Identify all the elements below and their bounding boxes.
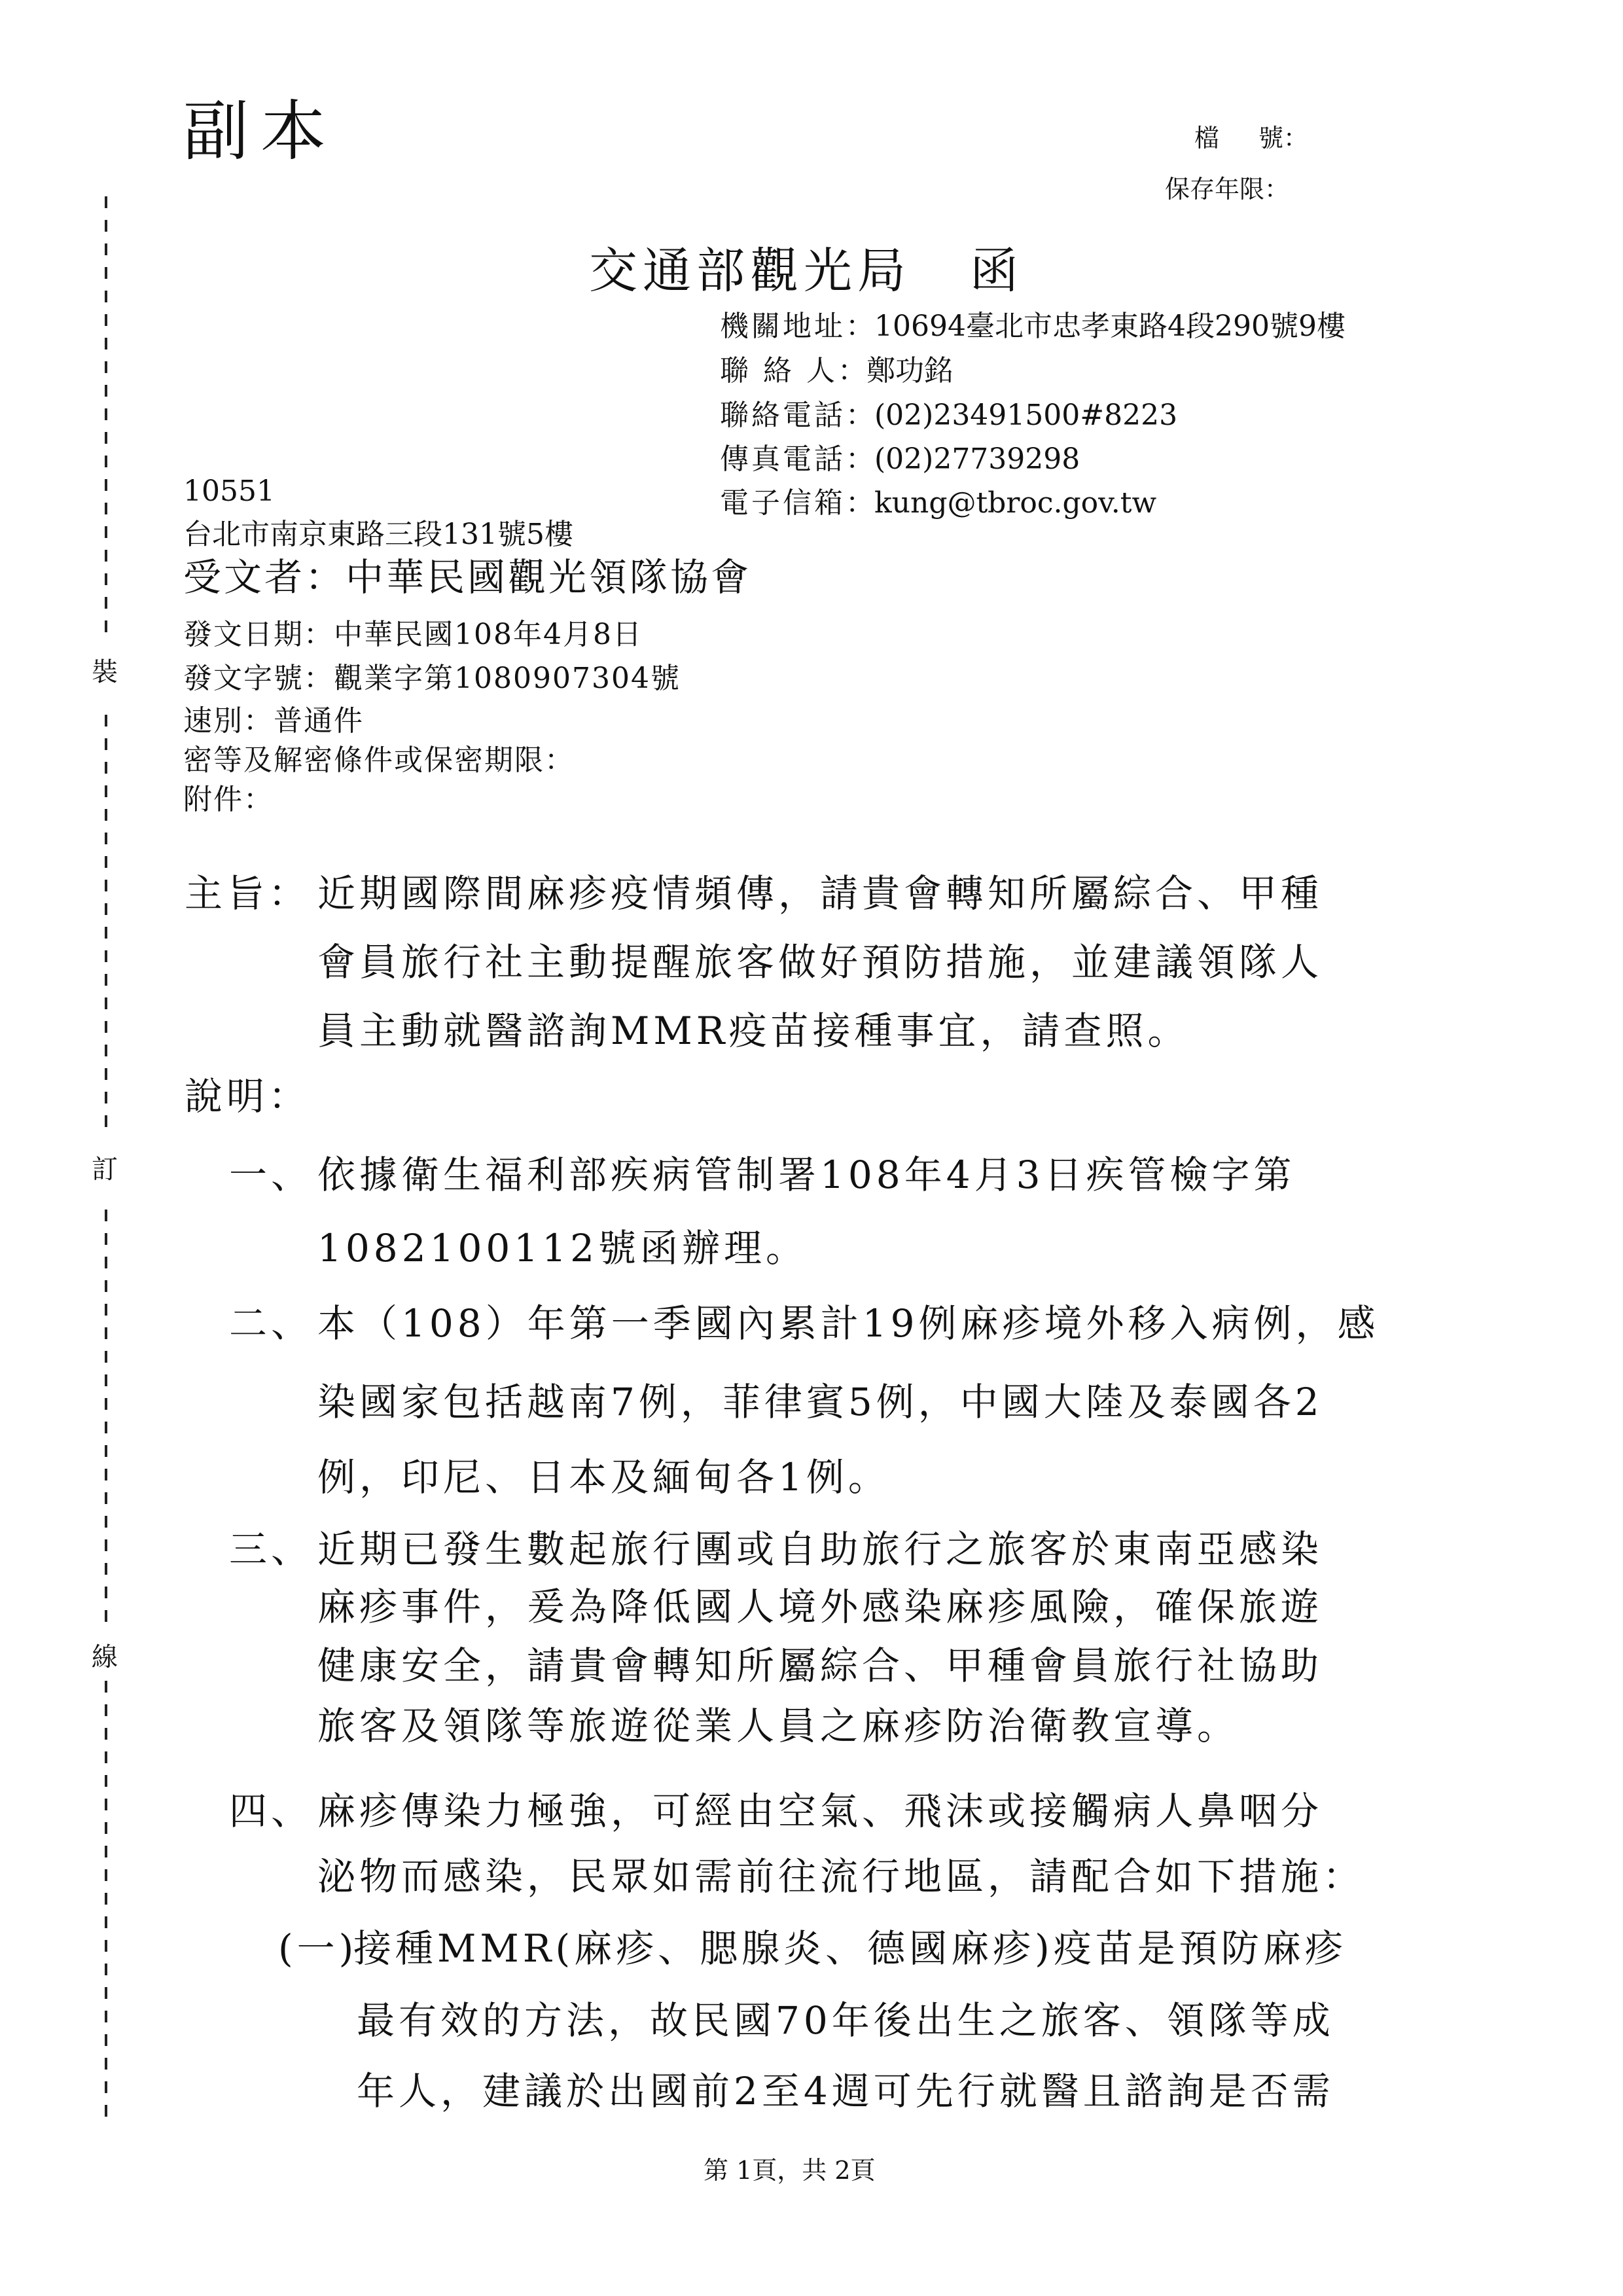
item-line: 本（108）年第一季國內累計19例麻疹境外移入病例，感 — [317, 1301, 1380, 1346]
binding-dash — [105, 408, 107, 420]
binding-dash — [105, 1351, 107, 1363]
item-line: 近期已發生數起旅行團或自助旅行之旅客於東南亞感染 — [317, 1527, 1323, 1571]
binding-dash — [105, 1021, 107, 1033]
binding-char: 線 — [92, 1642, 118, 1672]
binding-dash — [105, 1822, 107, 1834]
binding-dash — [105, 1610, 107, 1622]
binding-dash — [105, 1068, 107, 1080]
binding-dash — [105, 1799, 107, 1810]
binding-dash — [105, 950, 107, 962]
binding-dash — [105, 432, 107, 444]
binding-dash — [105, 1563, 107, 1575]
binding-dash — [105, 291, 107, 302]
binding-dash — [105, 220, 107, 232]
binding-dash — [105, 1751, 107, 1763]
binding-dash — [105, 785, 107, 797]
item-line: 依據衛生福利部疾病管制署108年4月3日疾管檢字第 — [317, 1153, 1296, 1197]
item-line: 泌物而感染，民眾如需前往流行地區，請配合如下措施： — [317, 1854, 1365, 1899]
sub-item-line: 最有效的方法，故民國70年後出生之旅客、領隊等成 — [357, 1998, 1334, 2043]
binding-dash — [105, 2081, 107, 2093]
binding-dash — [105, 762, 107, 774]
item-line: 1082100112號函辦理。 — [317, 1226, 808, 1270]
item-line: 旅客及領隊等旅遊從業人員之麻疹防治衛教宣導。 — [317, 1704, 1240, 1748]
page-number: 第 1頁，共 2頁 — [704, 2156, 876, 2185]
document-title — [589, 232, 1024, 302]
binding-dash — [105, 1775, 107, 1787]
item-number: 一、 — [229, 1153, 313, 1197]
item-line: 例，印尼、日本及緬甸各1例。 — [317, 1455, 890, 1499]
binding-dash — [105, 385, 107, 397]
binding-dash — [105, 1115, 107, 1127]
sub-item-line: 接種MMR(麻疹、腮腺炎、德國麻疹)疫苗是預防麻疹 — [353, 1926, 1347, 1971]
binding-dash — [105, 1987, 107, 1999]
binding-dash — [105, 927, 107, 939]
binding-dash — [105, 1964, 107, 1975]
binding-dash — [105, 1422, 107, 1433]
subject-line: 員主動就醫諮詢MMR疫苗接種事宜，請查照。 — [317, 1009, 1190, 1053]
file-number-label-part1: 檔 — [1194, 124, 1220, 152]
binding-dash — [105, 997, 107, 1009]
item-line: 麻疹事件，爰為降低國人境外感染麻疹風險，確保旅遊 — [317, 1585, 1323, 1629]
binding-dash — [105, 1257, 107, 1268]
binding-dash — [105, 903, 107, 915]
binding-char: 裝 — [92, 657, 118, 687]
binding-dash — [105, 1327, 107, 1339]
binding-dash — [105, 479, 107, 491]
subject-line: 近期國際間麻疹疫情頻傳，請貴會轉知所屬綜合、甲種 — [317, 871, 1323, 916]
explanation-label: 說明： — [185, 1074, 311, 1119]
issue-date: 發文日期：中華民國108年4月8日 — [183, 618, 643, 651]
sub-item-number: (一) — [278, 1926, 358, 1971]
binding-dash — [105, 526, 107, 538]
binding-dash — [105, 267, 107, 279]
binding-dash — [105, 833, 107, 844]
binding-dash — [105, 1374, 107, 1386]
issue-number: 發文字號：觀業字第1080907304號 — [183, 662, 681, 695]
sender-phone-row: 聯絡電話：(02)23491500#8223 — [720, 399, 1178, 432]
binding-dash — [105, 1940, 107, 1952]
recipient-address: 台北市南京東路三段131號5樓 — [183, 518, 573, 551]
binding-dash — [105, 2058, 107, 2070]
confidentiality: 密等及解密條件或保密期限： — [183, 744, 575, 777]
binding-dash — [105, 809, 107, 821]
binding-dash — [105, 1728, 107, 1740]
attachments: 附件： — [183, 783, 274, 816]
binding-dash — [105, 1704, 107, 1716]
item-number: 二、 — [229, 1301, 313, 1346]
sub-item-line: 年人，建議於出國前2至4週可先行就醫且諮詢是否需 — [357, 2069, 1334, 2113]
binding-dash — [105, 573, 107, 585]
file-number-label-part2: 號： — [1258, 124, 1309, 152]
item-line: 健康安全，請貴會轉知所屬綜合、甲種會員旅行社協助 — [317, 1643, 1323, 1688]
binding-dash — [105, 1516, 107, 1528]
binding-dash — [105, 738, 107, 750]
binding-dash — [105, 1469, 107, 1480]
binding-dash — [105, 2034, 107, 2046]
copy-stamp: 副本 — [183, 93, 338, 170]
binding-dash — [105, 361, 107, 373]
binding-dash — [105, 1869, 107, 1881]
retention-period-label: 保存年限： — [1165, 175, 1290, 204]
document-type: 函 — [970, 243, 1024, 299]
binding-dash — [105, 1492, 107, 1504]
item-number: 三、 — [229, 1527, 313, 1571]
binding-dash — [105, 456, 107, 467]
binding-dash — [105, 243, 107, 255]
binding-dash — [105, 1398, 107, 1410]
binding-dash — [105, 1280, 107, 1292]
binding-dash — [105, 1304, 107, 1316]
binding-dash — [105, 1846, 107, 1857]
binding-dash — [105, 620, 107, 632]
binding-dash — [105, 1045, 107, 1056]
binding-dash — [105, 196, 107, 208]
binding-dash — [105, 314, 107, 326]
binding-dash — [105, 715, 107, 726]
item-number: 四、 — [229, 1789, 313, 1833]
binding-dash — [105, 974, 107, 986]
binding-dash — [105, 1587, 107, 1598]
sender-contact-row: 聯 絡 人：鄭功銘 — [720, 354, 953, 387]
sender-email-row: 電子信箱：kung@tbroc.gov.tw — [720, 486, 1157, 520]
subject-label: 主旨： — [185, 871, 311, 916]
binding-dash — [105, 1681, 107, 1693]
binding-char: 訂 — [92, 1155, 118, 1185]
binding-dash — [105, 2105, 107, 2117]
binding-dash — [105, 1210, 107, 1221]
item-line: 麻疹傳染力極強，可經由空氣、飛沫或接觸病人鼻咽分 — [317, 1789, 1323, 1833]
binding-dash — [105, 880, 107, 891]
binding-dash — [105, 1893, 107, 1905]
urgency: 速別：普通件 — [183, 704, 364, 738]
binding-dash — [105, 1233, 107, 1245]
issuing-agency: 交通部觀光局 — [589, 243, 911, 299]
binding-dash — [105, 503, 107, 514]
recipient-zip: 10551 — [183, 475, 275, 508]
binding-dash — [105, 550, 107, 562]
binding-dash — [105, 597, 107, 609]
binding-dash — [105, 2011, 107, 2022]
binding-dash — [105, 338, 107, 350]
sender-fax-row: 傳真電話：(02)27739298 — [720, 442, 1080, 476]
recipient-line: 受文者：中華民國觀光領隊協會 — [183, 555, 752, 600]
subject-line: 會員旅行社主動提醒旅客做好預防措施，並建議領隊人 — [317, 940, 1323, 984]
item-line: 染國家包括越南7例，菲律賓5例，中國大陸及泰國各2 — [317, 1380, 1323, 1424]
binding-dash — [105, 1092, 107, 1103]
binding-dash — [105, 1916, 107, 1928]
binding-dash — [105, 856, 107, 868]
sender-address-row: 機關地址：10694臺北市忠孝東路4段290號9樓 — [720, 310, 1346, 343]
binding-dash — [105, 1539, 107, 1551]
file-number-label — [1194, 118, 1308, 154]
binding-dash — [105, 1445, 107, 1457]
